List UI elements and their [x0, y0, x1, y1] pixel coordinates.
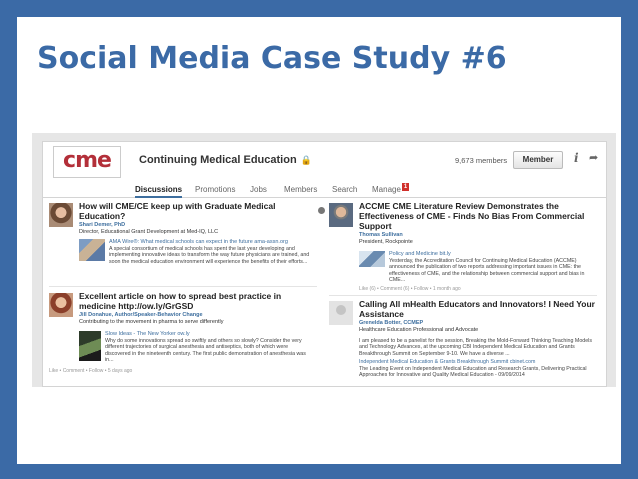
- tab-promotions[interactable]: Promotions: [195, 185, 236, 194]
- post-title[interactable]: Excellent article on how to spread best practice in medicine http://ow.ly/GrGSD: [79, 291, 282, 311]
- post-body: [79, 201, 315, 265]
- group-name[interactable]: [139, 154, 312, 166]
- tab-members[interactable]: Members: [284, 185, 318, 194]
- post-text: I am pleased to be a panelist for the session, Breaking the Mold-Forward Thinking Teaching Models and Technology Advances, at the upcoming CBI Independent Medical Education and Grants Breakthrough Summit on September 9-10. We have a diverse ...: [359, 338, 592, 357]
- post-author[interactable]: Jill Donahue, Author/Speaker-Behavior Change: [79, 312, 203, 318]
- group-tabs: [43, 182, 606, 198]
- link-source[interactable]: Policy and Medicine bit.ly: [389, 251, 451, 257]
- post-author[interactable]: Grenelda Botter, CCMEP: [359, 320, 424, 326]
- author-role: Director, Educational Grant Development at Med-IQ, LLC: [79, 229, 219, 235]
- notification-badge: 1: [403, 184, 408, 190]
- author-role: Healthcare Education Professional and Advocate: [359, 327, 479, 333]
- divider: [329, 295, 597, 296]
- lock-icon: 🔒: [300, 155, 312, 165]
- link-preview[interactable]: [359, 251, 595, 284]
- divider: [49, 286, 317, 287]
- group-name-label[interactable]: Continuing Medical Education: [139, 154, 297, 166]
- link-source[interactable]: Slow Ideas - The New Yorker ow.ly: [105, 331, 190, 337]
- tab-search[interactable]: Search: [332, 185, 358, 194]
- author-role: President, Rockpointe: [359, 239, 413, 245]
- link-source[interactable]: AMA Wire®: What medical schools can expect in the future ama-assn.org: [109, 239, 288, 245]
- avatar[interactable]: [49, 293, 73, 317]
- link-source[interactable]: Independent Medical Education & Grants Breakthrough Summit cbinet.com: [359, 359, 536, 366]
- link-summary: Why do some innovations spread so swiftly and others so slowly? Consider the very different trajectories of surgical anesthesia and antiseptics, both of which were discovered in the nineteenth century. The first public demonstration of anesthesia was in...: [105, 338, 306, 364]
- link-summary: Yesterday, the Accreditation Council for Continuing Medical Education (ACCME) announced the publication of two reports addressing important issues in CME: the effectiveness of CME, and the relationship between commercial support and bias in CME...: [389, 258, 585, 284]
- post-body: [359, 201, 595, 246]
- link-preview[interactable]: [79, 331, 315, 365]
- post-author[interactable]: Shari Demer, PhD: [79, 222, 126, 228]
- post-title[interactable]: ACCME CME Literature Review Demonstrates the Effectiveness of CME - Finds No Bias From Commercial Support: [359, 201, 585, 231]
- author-role: Contributing to the movement in pharma to serve differently: [79, 319, 224, 325]
- slide: [17, 17, 621, 464]
- members-count[interactable]: 9,673 members: [455, 156, 508, 165]
- link-summary: The Leading Event on Independent Medical Education and Research Grants, Delivering Practical Approaches for Innovative and Quality Medical Education - 09/09/2014: [359, 365, 587, 379]
- post-title[interactable]: Calling All mHealth Educators and Innovators! I Need Your Assistance: [359, 299, 595, 319]
- post-body: [79, 291, 315, 326]
- post-title[interactable]: How will CME/CE keep up with Graduate Medical Education?: [79, 201, 276, 221]
- info-icon[interactable]: i: [574, 151, 579, 165]
- share-arrow-icon[interactable]: ➦: [589, 152, 599, 164]
- tab-manage[interactable]: [372, 183, 409, 196]
- avatar[interactable]: [49, 203, 73, 227]
- link-summary: A special consortium of medical schools has spent the last year developing and implementing innovative ideas to transform the way future physicians are trained, and soon the medical education environment will experience the benefits of their efforts...: [109, 246, 310, 265]
- group-logo: cme: [53, 146, 121, 178]
- avatar[interactable]: [329, 203, 353, 227]
- tab-jobs[interactable]: Jobs: [250, 185, 267, 194]
- group-header: [43, 142, 606, 182]
- link-thumbnail[interactable]: [359, 251, 385, 267]
- post-author[interactable]: Thomas Sullivan: [359, 232, 403, 238]
- link-thumbnail[interactable]: [79, 331, 101, 361]
- post-body: [359, 299, 595, 378]
- avatar[interactable]: [329, 301, 353, 325]
- link-thumbnail[interactable]: [79, 239, 105, 261]
- tab-manage-label[interactable]: Manage: [372, 185, 401, 194]
- tab-discussions[interactable]: Discussions: [135, 183, 182, 198]
- member-button[interactable]: Member: [513, 151, 563, 169]
- slide-title: Social Media Case Study #6: [37, 41, 507, 76]
- post-actions[interactable]: Like • Comment • Follow • 5 days ago: [49, 368, 133, 374]
- group-panel: [42, 141, 607, 387]
- linkedin-screenshot: [32, 133, 616, 387]
- post-actions[interactable]: Like (6) • Comment (6) • Follow • 1 month ago: [359, 286, 461, 292]
- pin-icon: [318, 207, 325, 214]
